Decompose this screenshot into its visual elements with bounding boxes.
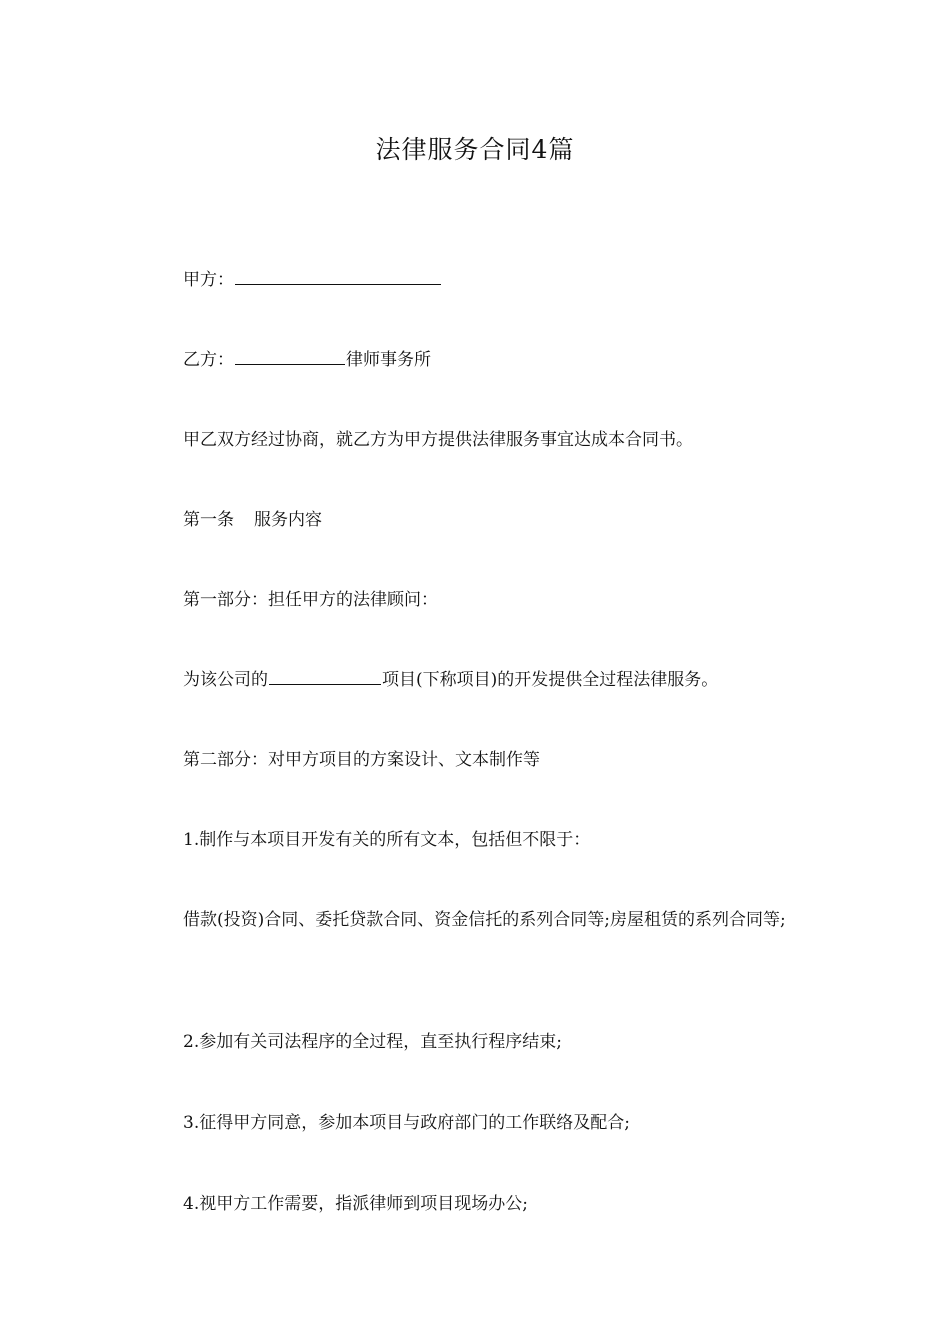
part-1-heading: 第一部分：担任甲方的法律顾问： xyxy=(183,590,438,610)
project-suffix: 项目(下称项目)的开发提供全过程法律服务。 xyxy=(382,670,719,690)
project-line xyxy=(183,668,718,692)
part-2-heading: 第二部分：对甲方项目的方案设计、文本制作等 xyxy=(183,750,540,770)
intro-text: 甲乙双方经过协商，就乙方为甲方提供法律服务事宜达成本合同书。 xyxy=(183,430,693,450)
article-1-number: 第一条 xyxy=(183,510,234,530)
item-3: 3.征得甲方同意，参加本项目与政府部门的工作联络及配合; xyxy=(183,1113,630,1133)
party-a-line xyxy=(183,268,442,292)
party-b-blank xyxy=(235,348,345,365)
document-title: 法律服务合同4篇 xyxy=(375,135,575,164)
item-1: 1.制作与本项目开发有关的所有文本，包括但不限于： xyxy=(183,830,591,850)
party-b-line xyxy=(183,348,431,372)
party-b-suffix: 律师事务所 xyxy=(346,350,431,370)
item-2: 2.参加有关司法程序的全过程，直至执行程序结束; xyxy=(183,1032,562,1052)
item-4: 4.视甲方工作需要，指派律师到项目现场办公; xyxy=(183,1194,528,1214)
party-a-label: 甲方： xyxy=(183,270,234,290)
project-prefix: 为该公司的 xyxy=(183,670,268,690)
project-blank xyxy=(269,668,381,685)
party-a-blank xyxy=(235,268,441,285)
article-1-heading xyxy=(183,508,322,532)
article-1-title: 服务内容 xyxy=(254,510,322,530)
item-1-detail: 借款(投资)合同、委托贷款合同、资金信托的系列合同等;房屋租赁的系列合同等; xyxy=(183,910,786,930)
party-b-label: 乙方： xyxy=(183,350,234,370)
